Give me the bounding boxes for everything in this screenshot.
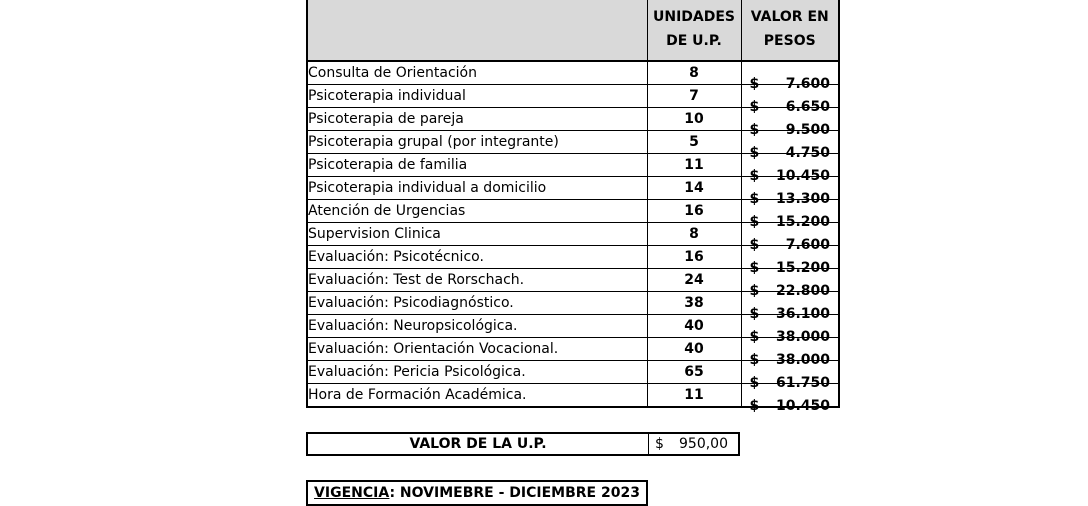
price-currency: $ (749, 214, 760, 230)
up-value-box (306, 432, 740, 456)
service-price (741, 246, 839, 276)
price-currency: $ (749, 237, 760, 253)
service-price (741, 269, 839, 299)
service-price (741, 108, 839, 138)
service-name: Supervision Clinica (307, 223, 647, 246)
price-amount: 13.300 (775, 191, 830, 207)
service-name: Consulta de Orientación (307, 61, 647, 85)
service-price (741, 338, 839, 368)
service-units: 40 (647, 338, 741, 361)
vigencia-box (306, 480, 648, 506)
table-header-row (307, 0, 839, 61)
service-units: 24 (647, 269, 741, 292)
table-row (307, 269, 839, 292)
service-name: Hora de Formación Académica. (307, 384, 647, 408)
table-row (307, 131, 839, 154)
price-currency: $ (749, 306, 760, 322)
service-units: 8 (647, 61, 741, 85)
service-units: 11 (647, 154, 741, 177)
table-row (307, 108, 839, 131)
price-currency: $ (749, 283, 760, 299)
service-price (741, 154, 839, 184)
table-body (307, 61, 839, 414)
price-amount: 38.000 (775, 329, 830, 345)
service-name: Psicoterapia grupal (por integrante) (307, 131, 647, 154)
price-currency: $ (749, 398, 760, 414)
up-value-cell (649, 434, 738, 454)
service-price (741, 131, 839, 161)
price-amount: 6.650 (785, 99, 830, 115)
vigencia-period: : NOVIMEBRE - DICIEMBRE 2023 (389, 485, 640, 501)
service-name: Evaluación: Psicodiagnóstico. (307, 292, 647, 315)
table-row (307, 85, 839, 108)
service-name: Evaluación: Orientación Vocacional. (307, 338, 647, 361)
service-price (741, 61, 839, 92)
table-row (307, 384, 839, 408)
service-name: Evaluación: Test de Rorschach. (307, 269, 647, 292)
service-name: Psicoterapia individual (307, 85, 647, 108)
service-units: 5 (647, 131, 741, 154)
table-row (307, 223, 839, 246)
price-amount: 10.450 (775, 168, 830, 184)
up-value-currency: $ (655, 436, 664, 452)
price-amount: 61.750 (775, 375, 830, 391)
up-value-label: VALOR DE LA U.P. (308, 434, 649, 454)
price-currency: $ (749, 375, 760, 391)
service-units: 38 (647, 292, 741, 315)
price-currency: $ (749, 145, 760, 161)
fees-table (306, 0, 840, 414)
price-amount: 7.600 (785, 76, 830, 92)
service-price (741, 384, 839, 414)
table-row (307, 200, 839, 223)
service-name: Evaluación: Psicotécnico. (307, 246, 647, 269)
table-row (307, 61, 839, 85)
service-units: 7 (647, 85, 741, 108)
price-currency: $ (749, 168, 760, 184)
header-value-line2: PESOS (763, 32, 816, 49)
header-units-line1: UNIDADES (652, 8, 736, 25)
service-name: Psicoterapia de pareja (307, 108, 647, 131)
service-units: 40 (647, 315, 741, 338)
header-value (741, 0, 839, 61)
vigencia-label: VIGENCIA (314, 485, 390, 501)
service-price (741, 200, 839, 230)
price-currency: $ (749, 329, 760, 345)
service-price (741, 315, 839, 345)
service-name: Evaluación: Neuropsicológica. (307, 315, 647, 338)
price-amount: 15.200 (775, 214, 830, 230)
service-name: Psicoterapia de familia (307, 154, 647, 177)
price-amount: 7.600 (785, 237, 830, 253)
price-currency: $ (749, 99, 760, 115)
service-units: 10 (647, 108, 741, 131)
price-currency: $ (749, 352, 760, 368)
price-amount: 22.800 (775, 283, 830, 299)
price-amount: 4.750 (785, 145, 830, 161)
up-value-amount: 950,00 (679, 436, 728, 452)
service-name: Atención de Urgencias (307, 200, 647, 223)
table-row (307, 154, 839, 177)
price-amount: 10.450 (775, 398, 830, 414)
service-price (741, 361, 839, 391)
service-units: 16 (647, 200, 741, 223)
table-row (307, 246, 839, 269)
table-row (307, 177, 839, 200)
service-price (741, 177, 839, 207)
table-row (307, 361, 839, 384)
header-blank-cell (307, 0, 647, 61)
price-currency: $ (749, 122, 760, 138)
table-row (307, 338, 839, 361)
service-name: Psicoterapia individual a domicilio (307, 177, 647, 200)
service-units: 8 (647, 223, 741, 246)
price-currency: $ (749, 191, 760, 207)
service-price (741, 292, 839, 322)
service-price (741, 223, 839, 253)
header-units-line2: DE U.P. (666, 32, 722, 49)
service-units: 14 (647, 177, 741, 200)
service-units: 11 (647, 384, 741, 408)
header-value-line1: VALOR EN (750, 8, 829, 25)
service-units: 65 (647, 361, 741, 384)
header-units (647, 0, 741, 61)
price-amount: 36.100 (775, 306, 830, 322)
service-name: Evaluación: Pericia Psicológica. (307, 361, 647, 384)
price-currency: $ (749, 76, 760, 92)
service-units: 16 (647, 246, 741, 269)
price-amount: 15.200 (775, 260, 830, 276)
service-price (741, 85, 839, 115)
price-amount: 9.500 (785, 122, 830, 138)
table-row (307, 292, 839, 315)
price-currency: $ (749, 260, 760, 276)
price-amount: 38.000 (775, 352, 830, 368)
table-row (307, 315, 839, 338)
